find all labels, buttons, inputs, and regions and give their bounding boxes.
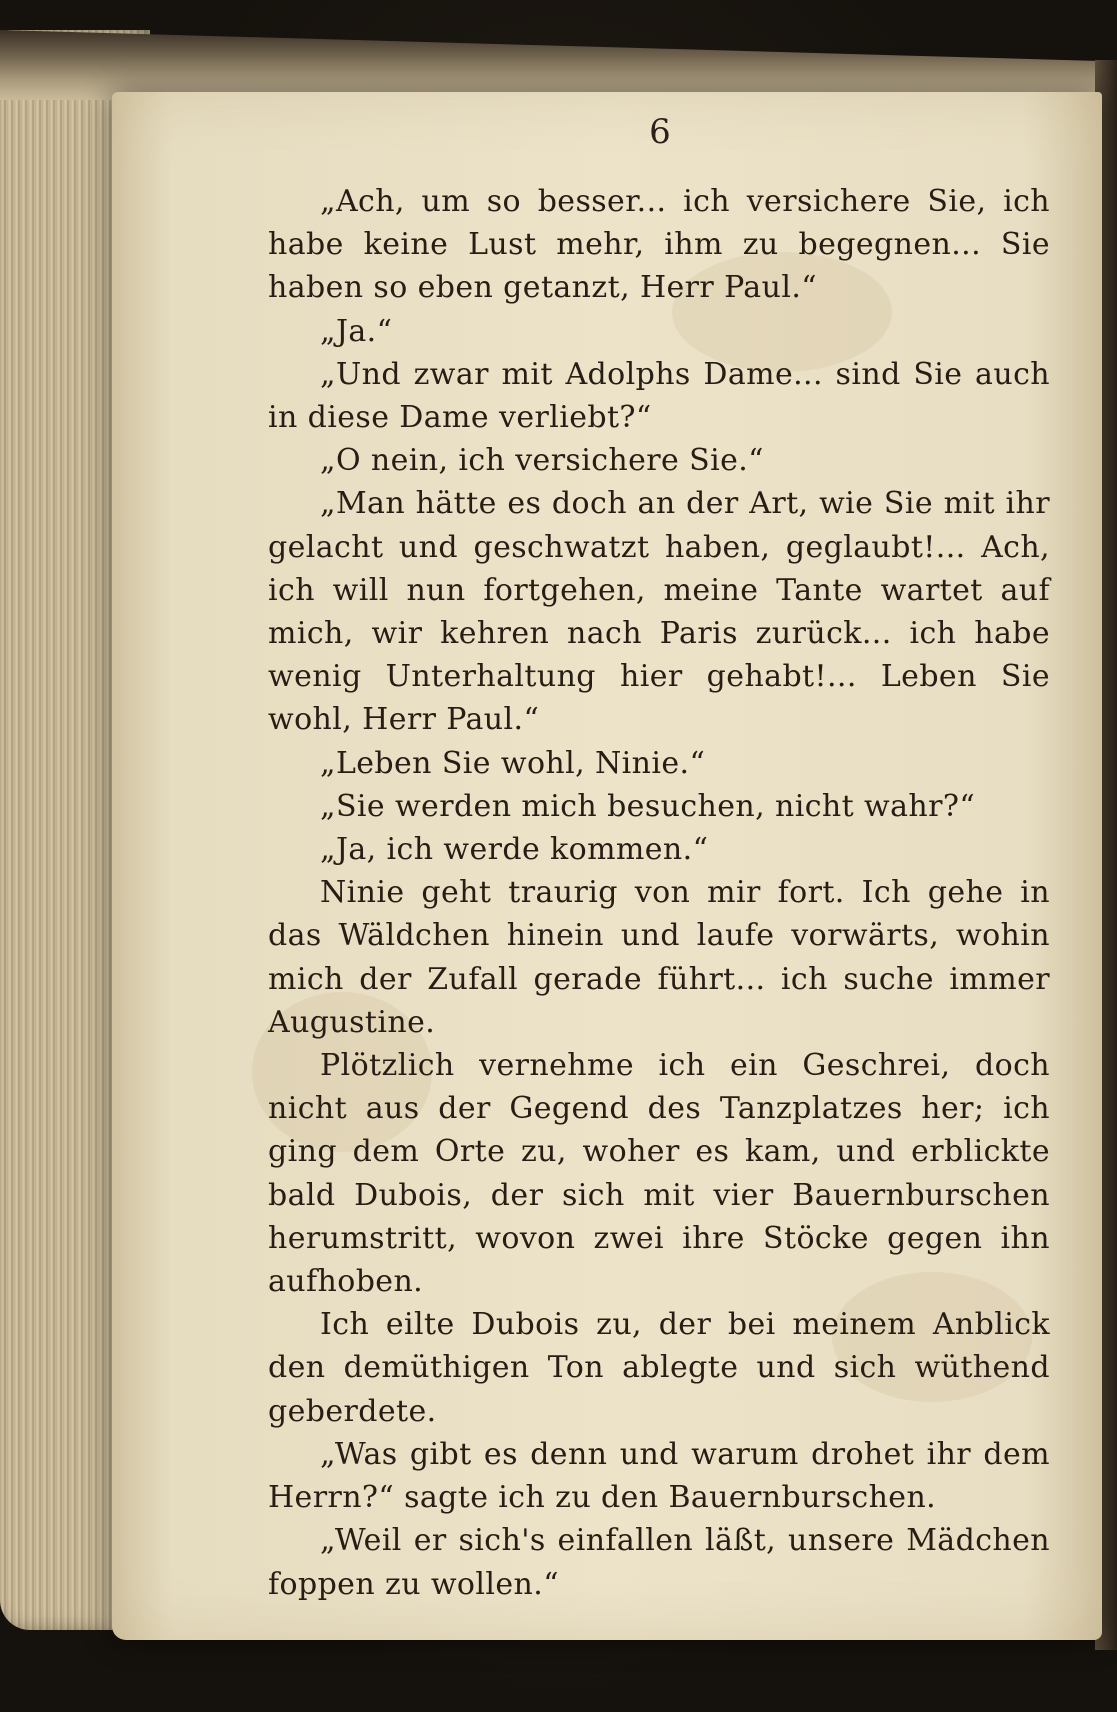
paragraph: „Ja, ich werde kommen.“ (320, 832, 709, 868)
paragraph: „Ach, um so besser... ich versichere Sie, ich habe keine Lust mehr, ihm zu begegnen... Sie haben so eben getanzt, Herr Paul.“ (268, 184, 1050, 306)
paragraph: „Was gibt es denn und warum drohet ihr dem Herrn?“ sagte ich zu den Bauernburschen. (268, 1436, 1050, 1516)
paragraph: Ich eilte Dubois zu, der bei meinem Anblick den demüthigen Ton ablegte und sich wüthend geberdete. (268, 1307, 1050, 1429)
paragraph: Ninie geht traurig von mir fort. Ich gehe in das Wäldchen hinein und laufe vorwärts, wohin mich der Zufall gerade führt... ich suche immer Augustine. (268, 875, 1050, 1040)
paragraph: „O nein, ich versichere Sie.“ (320, 443, 764, 479)
paragraph: „Leben Sie wohl, Ninie.“ (320, 745, 706, 781)
paragraph: „Man hätte es doch an der Art, wie Sie mit ihr gelacht und geschwatzt haben, geglaubt!... Ach, ich will nun fortgehen, meine Tante wartet auf mich, wir kehren nach Paris zurück... ich habe wenig Unterhaltung hier gehabt!... Leben Sie wohl, Herr Paul.“ (268, 486, 1050, 738)
paragraph: Plötzlich vernehme ich ein Geschrei, doch nicht aus der Gegend des Tanzplatzes her; ich ging dem Orte zu, woher es kam, und erblickte bald Dubois, der sich mit vier Bauernburschen herumstritt, wovon zwei ihre Stöcke gegen ihn aufhoben. (268, 1048, 1050, 1300)
page-number: 6 (649, 112, 671, 152)
paragraph: „Ja.“ (320, 313, 393, 349)
paragraph: „Und zwar mit Adolphs Dame... sind Sie auch in diese Dame verliebt?“ (268, 356, 1050, 436)
body-text (268, 180, 1050, 1606)
paragraph: „Weil er sich's einfallen läßt, unsere Mädchen foppen zu wollen.“ (268, 1523, 1050, 1602)
paragraph: „Sie werden mich besuchen, nicht wahr?“ (320, 788, 976, 824)
